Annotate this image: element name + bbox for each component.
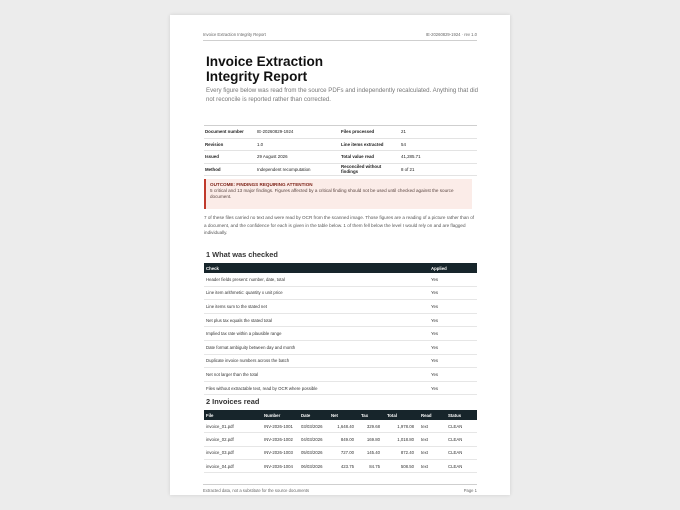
net-amount: 423.75 — [329, 459, 359, 472]
net-amount: 849.00 — [329, 433, 359, 446]
column-header: Net — [329, 410, 359, 420]
check-applied: Yes — [429, 340, 477, 354]
meta-value: 1.0 — [256, 138, 340, 151]
meta-row — [204, 163, 477, 176]
invoice-date: 05/03/2026 — [299, 446, 329, 459]
table-row — [204, 433, 477, 446]
check-name: Header fields present: number, date, total — [204, 273, 429, 286]
read-method: text — [419, 433, 446, 446]
meta-label: Line items extracted — [340, 138, 400, 151]
column-header: Tax — [359, 410, 385, 420]
table-row — [204, 420, 477, 433]
report-title — [206, 54, 476, 84]
total-amount: 1,978.08 — [385, 420, 419, 433]
running-header — [203, 31, 477, 41]
column-header: Number — [262, 410, 299, 420]
check-name: Files without extractable text, read by OCR where possible — [204, 381, 429, 395]
table-row — [204, 381, 477, 395]
checks-header-row — [204, 263, 477, 273]
invoice-number: INV-2026-1002 — [262, 433, 299, 446]
invoices-header-row — [204, 410, 477, 420]
check-applied: Yes — [429, 273, 477, 286]
table-row — [204, 340, 477, 354]
report-page — [170, 15, 510, 495]
meta-label: Method — [204, 163, 256, 176]
meta-label: Reconciled without findings — [340, 163, 400, 176]
status-badge: CLEAN — [446, 420, 477, 433]
metadata-table — [204, 125, 477, 176]
meta-label: Files processed — [340, 126, 400, 139]
file-name: invoice_03.pdf — [204, 446, 262, 459]
column-header: Status — [446, 410, 477, 420]
check-applied: Yes — [429, 300, 477, 314]
report-title-line1: Invoice Extraction — [206, 54, 324, 69]
checks-table — [204, 263, 477, 395]
column-header: Date — [299, 410, 329, 420]
table-row — [204, 327, 477, 341]
check-applied: Yes — [429, 381, 477, 395]
table-row — [204, 459, 477, 472]
meta-label: Total value read — [340, 151, 400, 164]
check-applied: Yes — [429, 354, 477, 368]
report-subtitle: Every figure below was read from the source PDFs and independently recalculated. Anything that did not reconcile is reported rather than corrected. — [206, 87, 479, 103]
meta-value: 8 of 21 — [400, 163, 477, 176]
running-header-title: Invoice Extraction Integrity Report — [203, 32, 266, 37]
net-amount: 1,648.40 — [329, 420, 359, 433]
section-1-heading: 1 What was checked — [206, 250, 278, 259]
outcome-heading: OUTCOME: FINDINGS REQUIRING ATTENTION — [210, 182, 313, 187]
total-amount: 872.40 — [385, 446, 419, 459]
file-name: invoice_01.pdf — [204, 420, 262, 433]
outcome-body: 5 critical and 13 major findings. Figures affected by a critical finding should not be used until checked against the source document. — [210, 188, 454, 200]
tax-amount: 329.68 — [359, 420, 385, 433]
net-amount: 727.00 — [329, 446, 359, 459]
check-name: Line item arithmetic: quantity x unit price — [204, 286, 429, 300]
check-name: Line items sum to the stated net — [204, 300, 429, 314]
check-applied: Yes — [429, 327, 477, 341]
table-row — [204, 313, 477, 327]
ocr-paragraph: 7 of these files carried no text and were read by OCR from the scanned image. Those figures are a reading of a picture rather than of a document, and the confidence for each is given in the table below. 1 of them fell below the level I would rely on and are flagged individually. — [204, 215, 475, 236]
running-header-doc-id: IE-20260829-1924 · rev 1.0 — [425, 32, 477, 37]
invoice-number: INV-2026-1001 — [262, 420, 299, 433]
page-number: Page 1 — [463, 488, 477, 493]
meta-label: Revision — [204, 138, 256, 151]
meta-value: 29 August 2026 — [256, 151, 340, 164]
table-row — [204, 273, 477, 286]
meta-value: IE-20260829-1924 — [256, 126, 340, 139]
invoice-date: 06/03/2026 — [299, 459, 329, 472]
invoice-number: INV-2026-1003 — [262, 446, 299, 459]
check-applied: Yes — [429, 368, 477, 382]
total-amount: 508.50 — [385, 459, 419, 472]
file-name: invoice_04.pdf — [204, 459, 262, 472]
column-header: Applied — [429, 263, 477, 273]
check-name: Implied tax rate within a plausible range — [204, 327, 429, 341]
meta-value: 41,285.71 — [400, 151, 477, 164]
outcome-callout — [204, 179, 472, 209]
read-method: text — [419, 459, 446, 472]
table-row — [204, 368, 477, 382]
invoice-number: INV-2026-1004 — [262, 459, 299, 472]
column-header: Read — [419, 410, 446, 420]
meta-value: Independent recomputation — [256, 163, 340, 176]
meta-label: Issued — [204, 151, 256, 164]
meta-value: 21 — [400, 126, 477, 139]
column-header: Total — [385, 410, 419, 420]
meta-row — [204, 138, 477, 151]
meta-value: 54 — [400, 138, 477, 151]
file-name: invoice_02.pdf — [204, 433, 262, 446]
check-name: Duplicate invoice numbers across the batch — [204, 354, 429, 368]
invoices-table — [204, 410, 477, 473]
section-2-heading: 2 Invoices read — [206, 397, 260, 406]
meta-row — [204, 151, 477, 164]
check-name: Net not larger than the total — [204, 368, 429, 382]
total-amount: 1,018.80 — [385, 433, 419, 446]
check-applied: Yes — [429, 313, 477, 327]
meta-label: Document number — [204, 126, 256, 139]
check-applied: Yes — [429, 286, 477, 300]
tax-amount: 84.75 — [359, 459, 385, 472]
invoice-date: 03/03/2026 — [299, 420, 329, 433]
check-name: Net plus tax equals the stated total — [204, 313, 429, 327]
meta-row — [204, 126, 477, 139]
table-row — [204, 446, 477, 459]
report-title-line2: Integrity Report — [206, 69, 308, 84]
status-badge: CLEAN — [446, 459, 477, 472]
column-header: File — [204, 410, 262, 420]
tax-amount: 145.40 — [359, 446, 385, 459]
table-row — [204, 286, 477, 300]
status-badge: CLEAN — [446, 446, 477, 459]
check-name: Date format ambiguity between day and month — [204, 340, 429, 354]
status-badge: CLEAN — [446, 433, 477, 446]
invoice-date: 04/03/2026 — [299, 433, 329, 446]
read-method: text — [419, 420, 446, 433]
page-footer — [203, 484, 477, 493]
footer-note: Extracted data, not a substitute for the source documents — [203, 488, 310, 493]
table-row — [204, 354, 477, 368]
tax-amount: 169.80 — [359, 433, 385, 446]
read-method: text — [419, 446, 446, 459]
table-row — [204, 300, 477, 314]
column-header: Check — [204, 263, 429, 273]
